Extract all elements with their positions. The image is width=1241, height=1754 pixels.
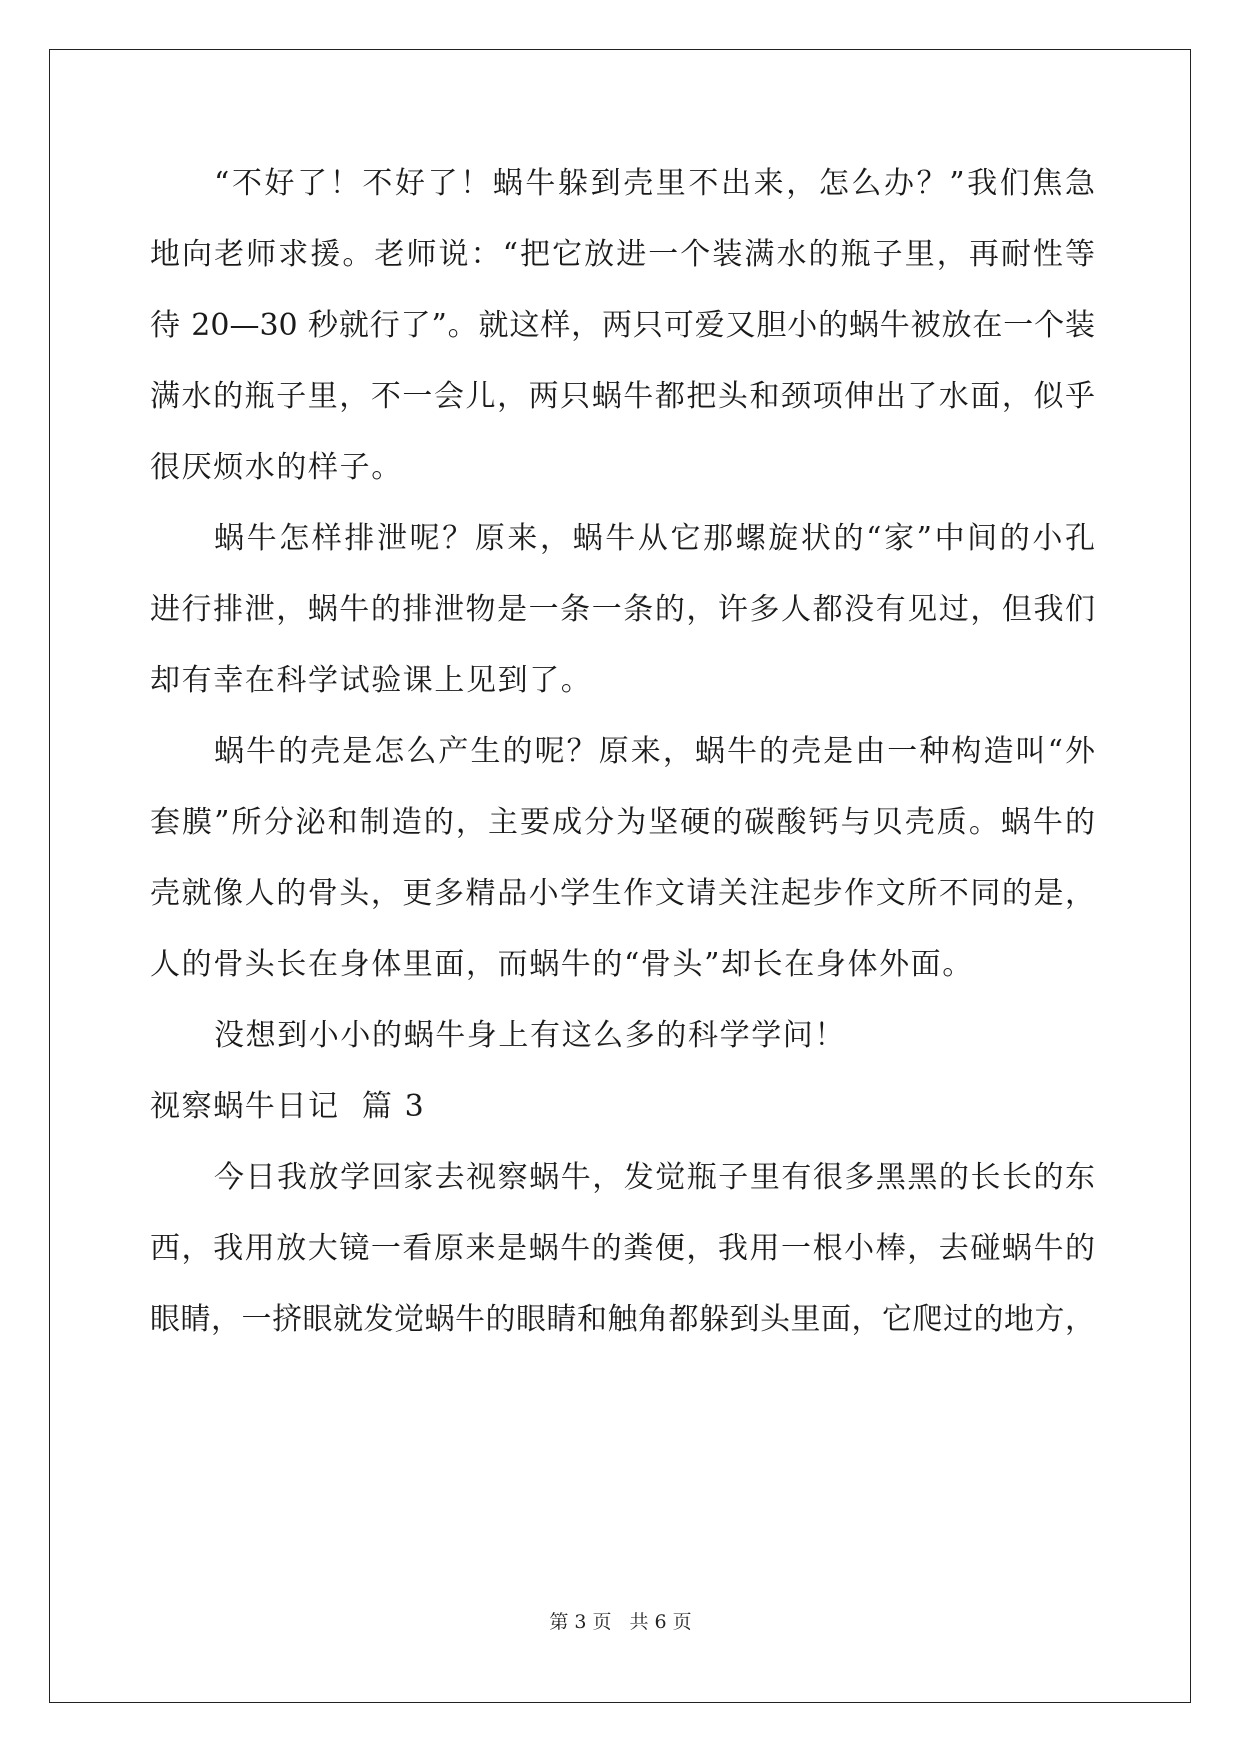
paragraph-line: 进行排泄，蜗牛的排泄物是一条一条的，许多人都没有见过，但我们 — [150, 592, 1095, 627]
paragraph-line: “不好了！不好了！蜗牛躲到壳里不出来，怎么办？”我们焦急 — [214, 166, 1095, 201]
section-heading: 视察蜗牛日记 篇 3 — [150, 1089, 426, 1124]
paragraph-line: 没想到小小的蜗牛身上有这么多的科学学问！ — [214, 1018, 846, 1053]
paragraph-line: 套膜”所分泌和制造的，主要成分为坚硬的碳酸钙与贝壳质。蜗牛的 — [150, 805, 1095, 840]
paragraph-line: 蜗牛怎样排泄呢？原来，蜗牛从它那螺旋状的“家”中间的小孔 — [214, 521, 1095, 556]
paragraph-line: 西，我用放大镜一看原来是蜗牛的粪便，我用一根小棒，去碰蜗牛的 — [150, 1231, 1095, 1266]
paragraph-line: 地向老师求援。老师说：“把它放进一个装满水的瓶子里，再耐性等 — [150, 237, 1095, 272]
paragraph-line: 蜗牛的壳是怎么产生的呢？原来，蜗牛的壳是由一种构造叫“外 — [214, 734, 1095, 769]
paragraph-line: 眼睛，一挤眼就发觉蜗牛的眼睛和触角都躲到头里面，它爬过的地方， — [150, 1302, 1095, 1337]
paragraph-line: 满水的瓶子里，不一会儿，两只蜗牛都把头和颈项伸出了水面，似乎 — [150, 379, 1095, 414]
paragraph-line: 待 20—30 秒就行了”。就这样，两只可爱又胆小的蜗牛被放在一个装 — [150, 308, 1095, 343]
total-pages-label: 共 6 页 — [629, 1611, 692, 1633]
paragraph-line: 很厌烦水的样子。 — [150, 450, 403, 485]
paragraph-line: 却有幸在科学试验课上见到了。 — [150, 663, 593, 698]
paragraph-line: 人的骨头长在身体里面，而蜗牛的“骨头”却长在身体外面。 — [150, 947, 974, 982]
page-footer — [0, 1610, 1241, 1634]
current-page-label: 第 3 页 — [549, 1611, 612, 1633]
paragraph-line: 今日我放学回家去视察蜗牛，发觉瓶子里有很多黑黑的长长的东 — [214, 1160, 1095, 1195]
paragraph-line: 壳就像人的骨头，更多精品小学生作文请关注起步作文所不同的是， — [150, 876, 1095, 911]
